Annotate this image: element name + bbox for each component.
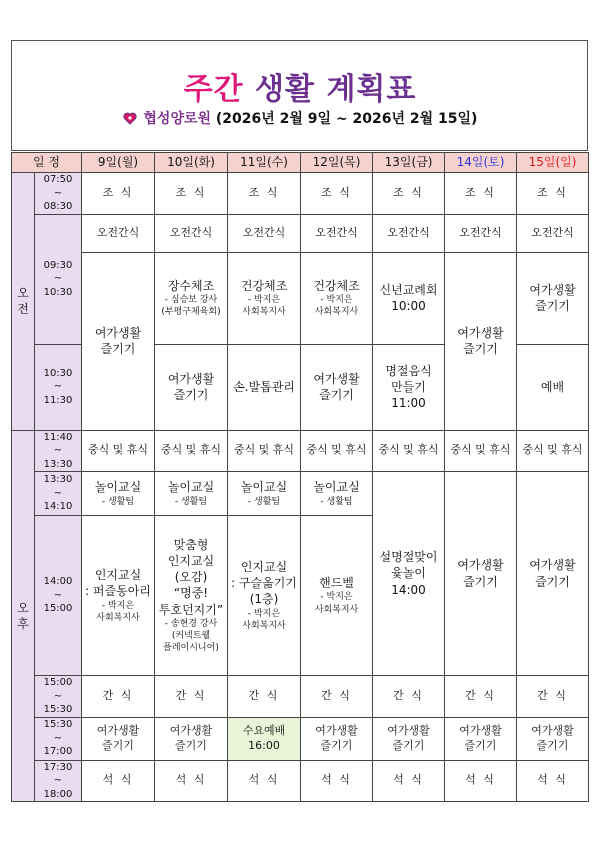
cell-thu-breakfast: 조 식 [301,173,373,215]
cell-sat-late-leisure: 여가생활 즐기기 [445,717,517,760]
thu-play-title: 놀이교실 [313,480,360,495]
cell-mon-cog [82,516,155,676]
cell-tue-breakfast: 조 식 [155,173,228,215]
wed-exercise-instructor: - 박지은 사회복지사 [242,294,286,318]
cell-thu-lunch: 중식 및 휴식 [301,430,373,472]
row-lunch [12,430,589,472]
tue-exercise-title: 장수체조 [167,278,215,293]
wed-cog-instructor: - 박지은 사회복지사 [242,608,286,631]
cell-fri-dinner: 석 식 [373,760,445,802]
mon-cog-title: 인지교실 : 퍼즐동아리 [85,568,151,599]
tue-cog-instructor: - 송현경 강사 (커넥트웰 플레이시니어) [163,618,219,654]
cell-wed-care: 손.발톱관리 [228,344,301,430]
cell-tue-pm-leisure: 여가생활 즐기기 [155,717,228,760]
cell-sun-lunch: 중식 및 휴식 [517,430,589,472]
page-title [0,64,600,108]
row-play [12,472,589,516]
heart-logo-icon [123,112,137,125]
cell-sun-am-snack: 오전간식 [517,214,589,252]
cell-mon-lunch: 중식 및 휴식 [82,430,155,472]
title-word-1: 주간 [183,72,244,107]
cell-mon-am-leisure: 여가생활 즐기기 [82,252,155,430]
thu-bell-instructor: - 박지은 사회복지사 [314,592,359,615]
cell-sat-dinner: 석 식 [445,760,517,802]
tue-play-team: - 생활팀 [174,496,208,507]
day-header-row [12,153,589,173]
tue-play-title: 놀이교실 [167,480,215,495]
organization-name: 협성양로원 [143,111,212,127]
day-header-tue: 10일(화) [155,153,228,173]
time-slot-4: 11:40 ~ 13:30 [35,430,82,472]
day-header-sat: 14일(토) [445,153,517,173]
row-morning-program [12,252,589,344]
wed-play-team: - 생활팀 [247,496,281,507]
row-breakfast [12,173,589,215]
cell-thu-exercise [301,252,373,344]
wed-play-title: 놀이교실 [240,480,288,495]
cell-sat-pm-leisure: 여가생활 즐기기 [445,472,517,676]
cell-tue-lunch: 중식 및 휴식 [155,430,228,472]
cell-wed-play [228,472,301,516]
time-slot-9: 17:30 ~ 18:00 [35,760,82,802]
cell-sun-am-leisure: 여가생활 즐기기 [517,252,589,344]
cell-thu-dinner: 석 식 [301,760,373,802]
thu-bell-title: 핸드벨 [319,576,354,591]
cell-fri-pm-leisure: 여가생활 즐기기 [373,717,445,760]
pm-label: 오 후 [12,430,35,802]
cell-tue-am-snack: 오전간식 [155,214,228,252]
row-am-snack [12,214,589,252]
thu-exercise-instructor: - 박지은 사회복지사 [314,294,359,318]
cell-mon-dinner: 석 식 [82,760,155,802]
cell-wed-cog [228,516,301,676]
cell-sun-dinner: 석 식 [517,760,589,802]
tue-cog-title: 맞춤형 인지교실 (오감) “명중! 투호던지기” [158,537,224,617]
row-afternoon-leisure [12,717,589,760]
cell-mon-leisure: 여가생활 즐기기 [82,717,155,760]
cell-wed-lunch: 중식 및 휴식 [228,430,301,472]
cell-mon-breakfast: 조 식 [82,173,155,215]
subtitle [0,108,600,128]
mon-play-team: - 생활팀 [101,496,135,507]
wed-exercise-title: 건강체조 [240,278,288,293]
mon-play-title: 놀이교실 [94,480,142,495]
cell-tue-pm-snack: 간 식 [155,676,228,718]
cell-thu-bell [301,516,373,676]
cell-wed-am-snack: 오전간식 [228,214,301,252]
day-header-sun: 15일(일) [517,153,589,173]
cell-thu-play [301,472,373,516]
cell-wed-breakfast: 조 식 [228,173,301,215]
cell-sun-late-leisure: 여가생활 즐기기 [517,717,589,760]
cell-mon-pm-snack: 간 식 [82,676,155,718]
cell-fri-yut: 설명절맞이 윷놀이 14:00 [373,472,445,676]
cell-sat-am-snack: 오전간식 [445,214,517,252]
cell-fri-pm-snack: 간 식 [373,676,445,718]
title-word-2: 생활 [255,72,315,107]
cell-tue-play [155,472,228,516]
cell-mon-am-snack: 오전간식 [82,214,155,252]
cell-fri-am-snack: 오전간식 [373,214,445,252]
cell-tue-exercise [155,252,228,344]
cell-sat-breakfast: 조 식 [445,173,517,215]
cell-thu-am-snack: 오전간식 [301,214,373,252]
wed-cog-title: 인지교실 : 구슬옮기기 (1층) [231,560,297,607]
cell-sun-pm-leisure: 여가생활 즐기기 [517,472,589,676]
cell-thu-pm-leisure: 여가생활 즐기기 [301,717,373,760]
schedule-table [11,152,589,802]
cell-thu-leisure: 여가생활 즐기기 [301,344,373,430]
time-slot-2: 09:30 ~ 10:30 [35,214,82,344]
cell-wed-pm-snack: 간 식 [228,676,301,718]
thu-play-team: - 생활팀 [320,496,353,507]
cell-wed-worship: 수요예배 16:00 [228,717,301,760]
day-header-mon: 9일(월) [82,153,155,173]
period-text: (2026년 2월 9일 ~ 2026년 2월 15일) [215,111,478,127]
time-slot-5: 13:30 ~ 14:10 [35,472,82,516]
time-slot-1: 07:50 ~ 08:30 [35,173,82,215]
cell-sun-breakfast: 조 식 [517,173,589,215]
cell-fri-food: 명절음식 만들기 11:00 [373,344,445,430]
cell-fri-lunch: 중식 및 휴식 [373,430,445,472]
time-slot-7: 15:00 ~ 15:30 [35,676,82,718]
mon-cog-instructor: - 박지은 사회복지사 [96,600,140,623]
cell-sat-lunch: 중식 및 휴식 [445,430,517,472]
cell-tue-leisure: 여가생활 즐기기 [155,344,228,430]
cell-wed-dinner: 석 식 [228,760,301,802]
cell-wed-exercise [228,252,301,344]
am-label: 오 전 [12,173,35,431]
tue-exercise-instructor: - 심승보 강사 (부평구체육회) [161,294,221,318]
day-header-thu: 12일(목) [301,153,373,173]
row-pm-snack [12,676,589,718]
row-dinner [12,760,589,802]
day-header-fri: 13일(금) [373,153,445,173]
corner-header: 일 정 [12,153,82,173]
cell-mon-play [82,472,155,516]
title-word-3: 계획표 [326,72,417,107]
cell-fri-breakfast: 조 식 [373,173,445,215]
cell-sun-service: 예배 [517,344,589,430]
cell-thu-pm-snack: 간 식 [301,676,373,718]
cell-sat-pm-snack: 간 식 [445,676,517,718]
cell-tue-dinner: 석 식 [155,760,228,802]
thu-exercise-title: 건강체조 [313,278,360,293]
time-slot-8: 15:30 ~ 17:00 [35,717,82,760]
day-header-wed: 11일(수) [228,153,301,173]
cell-fri-newyear: 신년교례회 10:00 [373,252,445,344]
cell-tue-cog [155,516,228,676]
cell-sat-am-leisure: 여가생활 즐기기 [445,252,517,430]
time-slot-3: 10:30 ~ 11:30 [35,344,82,430]
time-slot-6: 14:00 ~ 15:00 [35,516,82,676]
cell-sun-pm-snack: 간 식 [517,676,589,718]
